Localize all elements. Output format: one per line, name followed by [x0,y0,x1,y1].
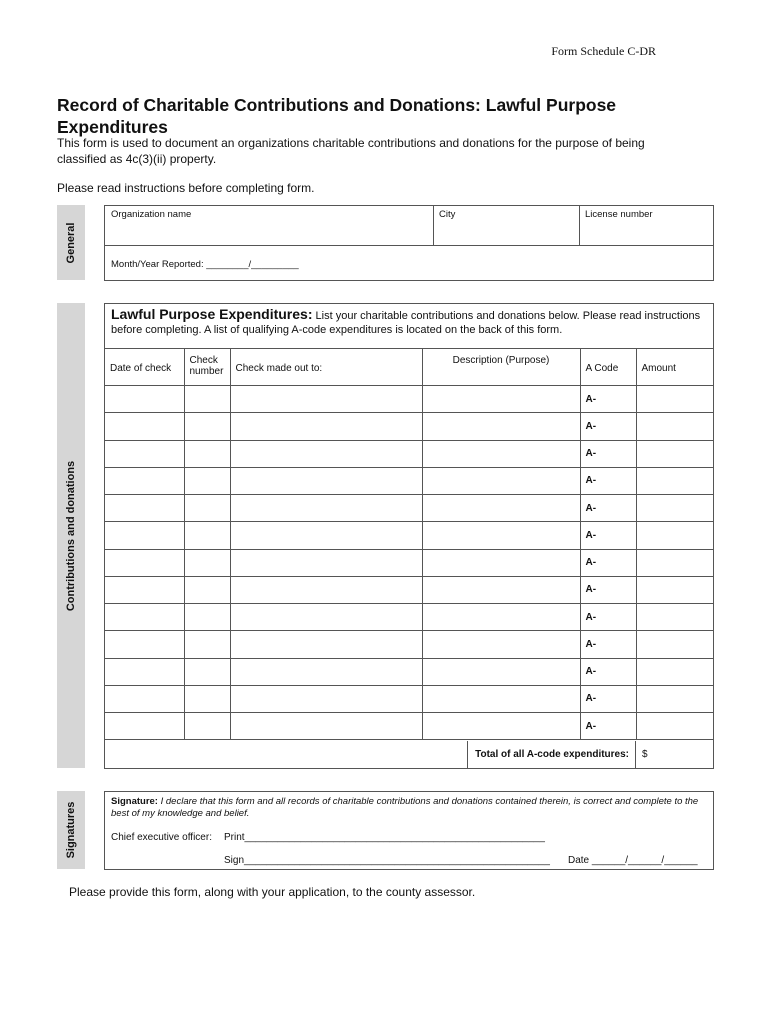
table-row [105,467,713,494]
check-number-cell[interactable] [184,713,230,740]
check-made-out-to-cell[interactable] [230,413,422,440]
city-field[interactable]: City [439,209,456,220]
check-made-out-to-cell[interactable] [230,522,422,549]
table-row [105,386,713,413]
a-code-cell[interactable]: A- [580,549,636,576]
a-code-cell[interactable]: A- [580,440,636,467]
description-cell[interactable] [422,576,580,603]
check-number-cell[interactable] [184,495,230,522]
col-amount: Amount [636,349,713,386]
col-a-code: A Code [580,349,636,386]
date-of-check-cell[interactable] [105,604,184,631]
table-row [105,604,713,631]
check-made-out-to-cell[interactable] [230,604,422,631]
contributions-section [104,303,714,769]
check-number-cell[interactable] [184,386,230,413]
table-row [105,549,713,576]
date-of-check-cell[interactable] [105,522,184,549]
total-row [467,741,713,769]
a-code-cell[interactable]: A- [580,386,636,413]
date-of-check-cell[interactable] [105,440,184,467]
description-cell[interactable] [422,685,580,712]
a-code-cell[interactable]: A- [580,576,636,603]
amount-cell[interactable] [636,386,713,413]
check-made-out-to-cell[interactable] [230,549,422,576]
signature-declaration-text: I declare that this form and all records of charitable contributions and donations contained therein, is correct and complete to the best of my knowledge and belief. [111,796,699,819]
month-year-reported-field[interactable]: Month/Year Reported: ________/_________ [111,259,299,270]
a-code-cell[interactable]: A- [580,658,636,685]
a-code-cell[interactable]: A- [580,413,636,440]
total-label: Total of all A-code expenditures: [467,741,635,769]
amount-cell[interactable] [636,631,713,658]
lawful-purpose-text: List your charitable contributions and donations below. Please read instructions before completing. A list of qualifying A-code expenditures is located on the back of this form. [111,310,701,336]
lawful-purpose-title: Lawful Purpose Expenditures: [111,306,313,322]
date-of-check-cell[interactable] [105,386,184,413]
footer-note: Please provide this form, along with your application, to the county assessor. [69,885,476,899]
description-cell[interactable] [422,658,580,685]
expenditures-table [105,348,713,740]
organization-name-field[interactable]: Organization name [111,209,192,220]
a-code-cell[interactable]: A- [580,713,636,740]
description-cell[interactable] [422,549,580,576]
amount-cell[interactable] [636,495,713,522]
col-check-made-out-to: Check made out to: [230,349,422,386]
col-description: Description (Purpose) [422,349,580,386]
check-number-cell[interactable] [184,658,230,685]
a-code-cell[interactable]: A- [580,495,636,522]
amount-cell[interactable] [636,576,713,603]
check-number-cell[interactable] [184,522,230,549]
date-of-check-cell[interactable] [105,658,184,685]
form-intro: This form is used to document an organizations charitable contributions and donations for the purpose of being classified as 4c(3)(ii) property. [57,136,645,166]
signature-label: Signature: [111,796,158,807]
signatures-section [104,791,714,870]
check-number-cell[interactable] [184,413,230,440]
ceo-label: Chief executive officer: [111,832,212,843]
total-amount-field[interactable]: $ [635,741,713,769]
check-number-cell[interactable] [184,576,230,603]
instructions-note: Please read instructions before completing form. [57,181,315,195]
date-of-check-cell[interactable] [105,713,184,740]
check-made-out-to-cell[interactable] [230,658,422,685]
general-tab-label: General [65,222,77,263]
table-row [105,713,713,740]
a-code-cell[interactable]: A- [580,522,636,549]
date-of-check-cell[interactable] [105,685,184,712]
date-of-check-cell[interactable] [105,467,184,494]
check-made-out-to-cell[interactable] [230,576,422,603]
check-number-cell[interactable] [184,467,230,494]
table-row [105,495,713,522]
description-cell[interactable] [422,467,580,494]
description-cell[interactable] [422,713,580,740]
date-of-check-cell[interactable] [105,413,184,440]
a-code-cell[interactable]: A- [580,467,636,494]
general-section-tab [57,205,85,280]
table-row [105,522,713,549]
description-cell[interactable] [422,495,580,522]
table-row [105,685,713,712]
table-row [105,440,713,467]
signatures-tab-label: Signatures [65,801,77,859]
contributions-tab-label: Contributions and donations [65,460,77,611]
amount-cell[interactable] [636,549,713,576]
date-of-check-cell[interactable] [105,549,184,576]
check-made-out-to-cell[interactable] [230,713,422,740]
license-number-field[interactable]: License number [585,209,653,220]
check-made-out-to-cell[interactable] [230,467,422,494]
signature-declaration [111,796,709,820]
col-date-of-check: Date of check [105,349,184,386]
description-cell[interactable] [422,440,580,467]
signatures-section-tab [57,791,85,869]
check-made-out-to-cell[interactable] [230,386,422,413]
date-of-check-cell[interactable] [105,495,184,522]
signature-field[interactable]: Sign_______________________________________________________ [224,855,550,866]
description-cell[interactable] [422,386,580,413]
amount-cell[interactable] [636,658,713,685]
check-number-cell[interactable] [184,549,230,576]
amount-cell[interactable] [636,522,713,549]
amount-cell[interactable] [636,604,713,631]
check-made-out-to-cell[interactable] [230,495,422,522]
amount-cell[interactable] [636,467,713,494]
contributions-section-tab [57,303,85,768]
description-cell[interactable] [422,604,580,631]
check-number-cell[interactable] [184,604,230,631]
check-number-cell[interactable] [184,440,230,467]
date-of-check-cell[interactable] [105,631,184,658]
amount-cell[interactable] [636,685,713,712]
form-schedule-id: Form Schedule C-DR [551,44,656,58]
check-made-out-to-cell[interactable] [230,685,422,712]
description-cell[interactable] [422,522,580,549]
check-made-out-to-cell[interactable] [230,631,422,658]
amount-cell[interactable] [636,413,713,440]
table-row [105,631,713,658]
a-code-cell[interactable]: A- [580,685,636,712]
check-number-cell[interactable] [184,631,230,658]
general-section [104,205,714,281]
table-row [105,576,713,603]
table-row [105,413,713,440]
page-title: Record of Charitable Contributions and Donations: Lawful Purpose Expenditures [57,95,617,137]
table-row [105,658,713,685]
a-code-cell[interactable]: A- [580,631,636,658]
description-cell[interactable] [422,413,580,440]
a-code-cell[interactable]: A- [580,604,636,631]
lawful-purpose-heading [111,307,707,337]
amount-cell[interactable] [636,713,713,740]
amount-cell[interactable] [636,440,713,467]
check-number-cell[interactable] [184,685,230,712]
col-check-number: Check number [184,349,230,386]
description-cell[interactable] [422,631,580,658]
date-field[interactable]: Date ______/______/______ [568,855,698,866]
print-name-field[interactable]: Print______________________________________________________ [224,832,545,843]
check-made-out-to-cell[interactable] [230,440,422,467]
date-of-check-cell[interactable] [105,576,184,603]
